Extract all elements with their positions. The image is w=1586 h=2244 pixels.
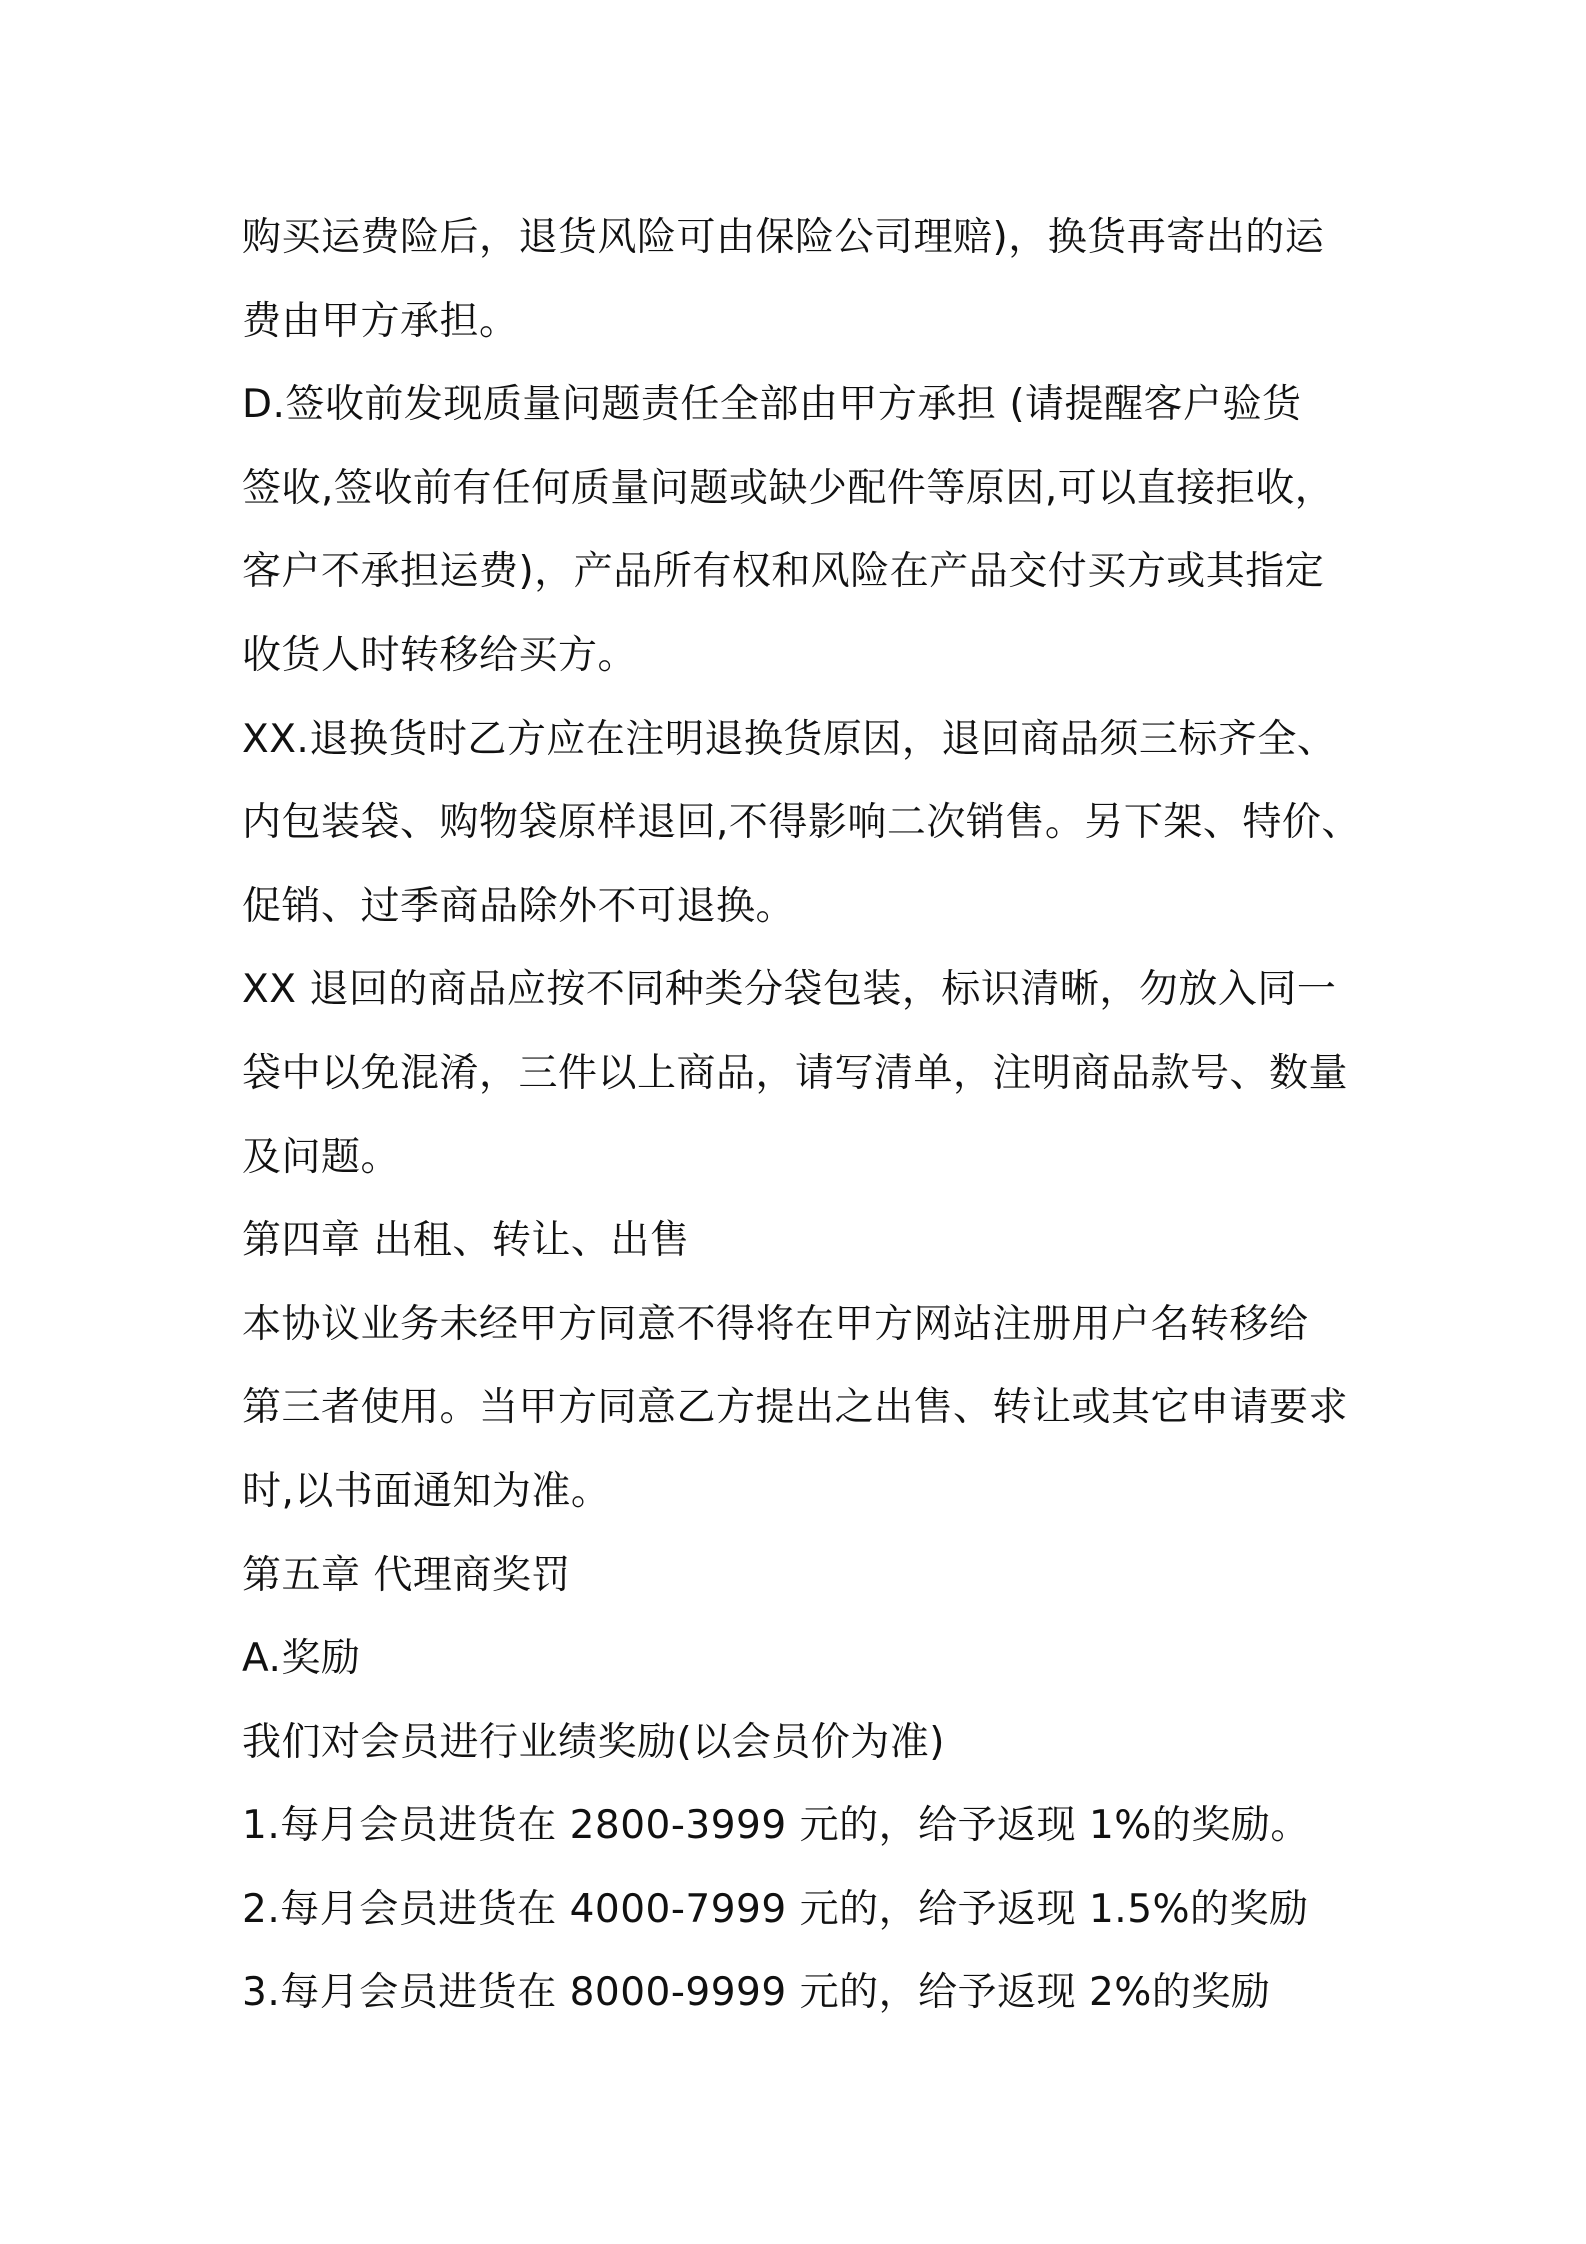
- reward-intro: 我们对会员进行业绩奖励(以会员价为准): [242, 1719, 945, 1765]
- chapter-4-line-2: 第三者使用。当甲方同意乙方提出之出售、转让或其它申请要求: [242, 1385, 1349, 1431]
- chapter-4-line-3: 时,以书面通知为准。: [242, 1468, 611, 1514]
- reward-item-1: 1.每月会员进货在 2800-3999 元的，给予返现 1%的奖励。: [242, 1803, 1310, 1849]
- chapter-5-heading: 第五章 代理商奖罚: [242, 1552, 571, 1598]
- clause-xx-return-line-1: XX.退换货时乙方应在注明退换货原因，退回商品须三标齐全、: [242, 716, 1337, 762]
- clause-d-line-3: 客户不承担运费)，产品所有权和风险在产品交付买方或其指定: [242, 549, 1325, 595]
- clause-xx-return-line-2: 内包装袋、购物袋原样退回,不得影响二次销售。另下架、特价、: [242, 800, 1361, 846]
- clause-d-line-1: D.签收前发现质量问题责任全部由甲方承担 (请提醒客户验货: [242, 382, 1302, 428]
- reward-item-2: 2.每月会员进货在 4000-7999 元的，给予返现 1.5%的奖励: [242, 1886, 1309, 1932]
- clause-xx-return-line-3: 促销、过季商品除外不可退换。: [242, 883, 796, 929]
- reward-item-3: 3.每月会员进货在 8000-9999 元的，给予返现 2%的奖励: [242, 1970, 1271, 2016]
- chapter-4-heading: 第四章 出租、转让、出售: [242, 1218, 690, 1264]
- text-line-2: 费由甲方承担。: [242, 298, 519, 344]
- section-a-heading: A.奖励: [242, 1636, 361, 1682]
- clause-xx-packing-line-1: XX 退回的商品应按不同种类分袋包装，标识清晰，勿放入同一: [242, 967, 1337, 1013]
- text-line-1: 购买运费险后，退货风险可由保险公司理赔)，换货再寄出的运: [242, 215, 1325, 260]
- document-body: [242, 196, 1362, 2035]
- clause-xx-packing-line-2: 袋中以免混淆，三件以上商品，请写清单，注明商品款号、数量: [242, 1050, 1349, 1096]
- clause-d-line-2: 签收,签收前有任何质量问题或缺少配件等原因,可以直接拒收，: [242, 465, 1335, 511]
- clause-d-line-4: 收货人时转移给买方。: [242, 632, 638, 678]
- chapter-4-line-1: 本协议业务未经甲方同意不得将在甲方网站注册用户名转移给: [242, 1301, 1309, 1347]
- clause-xx-packing-line-3: 及问题。: [242, 1134, 401, 1180]
